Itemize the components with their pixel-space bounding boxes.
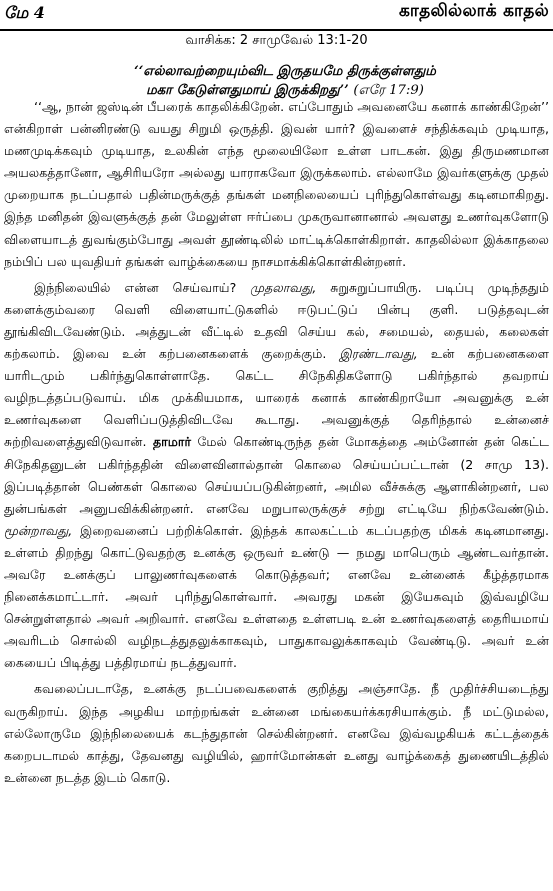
paragraph-1: ‘‘ஆ, நான் ஜஸ்டின் பீபரைக் காதலிக்கிறேன். எப்போதும் அவனையே கனாக் காண்கிறேன்’’ என்கிறாள் பன்னிரண்டு வயது சிறுமி ஒருத்தி. இவன் யார்? இவளைச் சந்திக்கவும் முடியாத, மணமுடிக்கவும் முடியாத, உலகின் எந்த மூலையிலோ உள்ள பாடகன். இது திருமணமான அயலகத்தானோ, ஆசிரியரோ அல்லது யாராகவோ இருக்கலாம். எல்லாமே இவர்களுக்கு முதல் முறையாக நடப்பதால் பதின்மருக்குத் தங்கள் மனநிலையைப் புரிந்துகொள்வது கடினமாகிறது. இந்த மனிதன் இவளுக்குத் தன் மேலுள்ள ஈர்ப்பை முகருவானானால் அவளது உணர்வுகளோடு விளையாடத் துவங்கும்போது அவள் தூண்டிலில் மாட்டிக்கொள்கிறாள். காதலில்லா இக்காதலை நம்பிப் பல யுவதியர் தங்கள் வாழ்க்கையை நாசமாக்கிக்கொள்கின்றனர். <box>4 99 549 269</box>
verse-reference: (எரே 17:9) <box>353 83 424 98</box>
reading-reference: வாசிக்க: 2 சாமுவேல் 13:1-20 <box>185 33 368 48</box>
p2-third-text: இறைவனைப் பற்றிக்கொள். இந்தக் காலகட்டம் கடப்பதற்கு மிகக் கடினமானது. உள்ளம் திறந்து கொட்டுவதற்கு உனக்கு ஒருவர் உண்டு — நமது மாபெரும் ஆண்டவர்தான். அவரே உனக்குப் பாலுணர்வுகளைக் கொடுத்தவர்; எனவே உன்னைக் கீழ்த்தரமாக நினைக்கமாட்டார். அவர் புரிந்துகொள்வார். அவரது மகன் இயேசுவும் இவ்வழியே சென்றுள்ளதால் அவர் அறிவார். எனவே உள்ளதை உள்ளபடி உன் உணர்வுகளைத் தைரியமாய் அவரிடம் சொல்லி வழிநடத்துதலுக்காகவும், பாதுகாவலுக்காகவும் வேண்டிடு. அவர் உன் கையைப் பிடித்து பத்திரமாய் நடத்துவார். <box>4 522 549 671</box>
point-second-label: இரண்டாவது, <box>339 346 418 362</box>
header-divider <box>0 29 553 31</box>
verse-line-2-text: மகா கேடுள்ளதுமாய் இருக்கிறது’’ <box>146 83 349 98</box>
p2-first-text: சுறுசுறுப்பாயிரு. படிப்பு முடிந்ததும் களைக்கும்வரை வெளி விளையாட்டுகளில் ஈடுபட்டுப் பின்பு குளி. படுத்தவுடன் தூங்கிவிடவேண்டும். அத்துடன் வீட்டில் உதவி செய்ய கல், சமையல், தையல், கலைகள் கற்கலாம். இவை உன் கற்பனைகளைக் குறைக்கும். <box>4 279 549 362</box>
point-first-label: முதலாவது, <box>250 279 317 295</box>
point-third-label: மூன்றாவது, <box>4 522 73 538</box>
p2-question: இந்நிலையில் என்ன செய்வாய்? <box>34 279 237 295</box>
verse-line-1: ‘‘எல்லாவற்றையும்விட இருதயமே திருக்குள்ளதும் <box>134 64 436 79</box>
page-date: மே 4 <box>4 3 45 22</box>
p2-tamar-text: மேல் கொண்டிருந்த தன் மோகத்தை அம்னோன் தன் கெட்ட சிநேகிதனுடன் பகிர்ந்ததின் விளைவினால்தான் கொலை செய்யப்பட்டான் (2 சாமு 13). இப்படித்தான் பெண்கள் கொலை செய்யப்படுகின்றனர், அமில வீச்சுக்கு ஆளாகின்றனர், பல துன்பங்கள் அனுபவிக்கின்றனர். எனவே மறுபாலருக்குச் சற்று எட்டியே நிற்கவேண்டும். <box>4 434 549 516</box>
name-tamar: தாமார் <box>152 434 192 450</box>
devotional-body <box>4 96 549 789</box>
paragraph-3: கவலைப்படாதே, உனக்கு நடப்பவைகளைக் குறித்து அஞ்சாதே. நீ முதிர்ச்சியடைந்து வருகிறாய். இந்த அழகிய மாற்றங்கள் உன்னை மங்கையர்க்கரசியாக்கும். நீ மட்டுமல்ல, எல்லோருமே இந்நிலையைக் கடந்துதான் செல்கின்றனர். எனவே இவ்வழகியக் கட்டத்தைக் கறைபடாமல் காத்து, தேவனது வழியில், ஹார்மோன்கள் உனது வாழ்க்கைத் துணையிடத்தில் உன்னை நடத்த இடம் கொடு. <box>4 681 549 785</box>
paragraph-2 <box>4 277 549 675</box>
p2-second-text: உன் கற்பனைகளை யாரிடமும் பகிர்ந்துகொள்ளாதே. கெட்ட சிநேகிதிகளோடு பகிர்ந்தால் தவறாய் வழிநடத்தப்படுவாய். மிக முக்கியமாக, யாரைக் கனாக் காண்கிறாயோ அவனுக்கு உன் உணர்வுகளை வெளிப்படுத்திவிடவே கூடாது. அவனுக்குத் தெரிந்தால் உன்னைச் சுற்றிவளைத்துவிடுவான். <box>4 346 549 450</box>
key-verse <box>60 62 510 100</box>
page-header <box>0 0 553 30</box>
page-title: காதலில்லாக் காதல் <box>399 1 549 21</box>
